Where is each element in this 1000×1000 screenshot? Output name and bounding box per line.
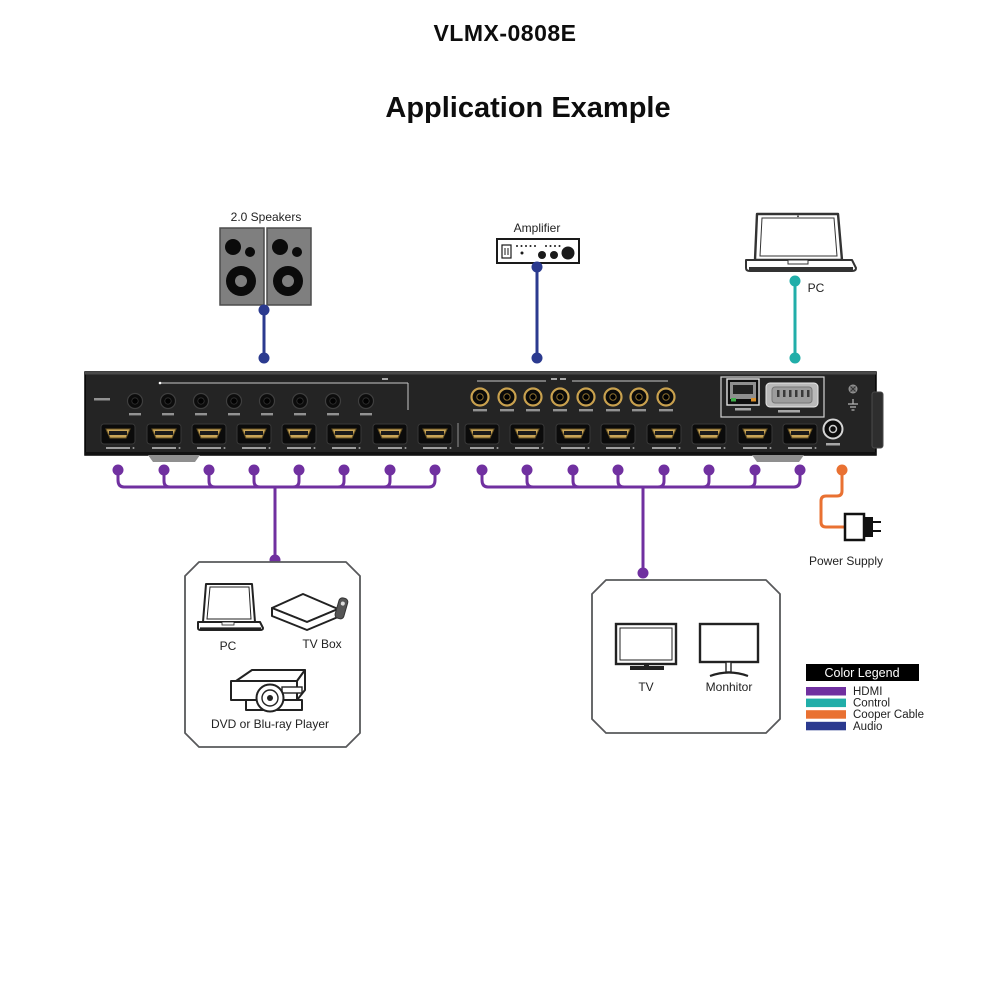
control-wire-pc [790, 276, 801, 364]
device-foot [148, 455, 200, 462]
speakers-group [220, 210, 311, 305]
legend-label-control: Control [853, 697, 891, 710]
legend-title: Color Legend [824, 666, 900, 680]
monitor-label: Monhitor [705, 680, 753, 694]
speaker-right-icon [267, 228, 311, 305]
audio-wire-speakers [259, 305, 270, 364]
mounting-ear [872, 392, 883, 448]
tv-icon [616, 624, 676, 670]
legend-label-audio: Audio [853, 720, 883, 733]
laptop-icon [746, 214, 856, 271]
color-legend [806, 664, 924, 733]
laptop-icon [198, 584, 263, 630]
dvd-label: DVD or Blu-ray Player [210, 717, 330, 731]
device-foot [752, 455, 804, 462]
source-devices-box [185, 562, 360, 747]
matrix-switcher-device [85, 372, 883, 462]
source-pc-label: PC [219, 639, 237, 653]
hdmi-output-bus [477, 465, 806, 579]
pc-top-group [746, 214, 856, 295]
tv-label: TV [638, 680, 654, 694]
display-devices-box [592, 580, 780, 733]
audio-wire-amplifier [532, 262, 543, 364]
legend-swatch-cooper [806, 710, 846, 719]
power-wire [821, 465, 848, 528]
screw-icon [849, 385, 857, 393]
legend-label-cooper: Cooper Cable [853, 709, 924, 722]
amplifier-icon [497, 239, 579, 263]
pc-top-label: PC [807, 281, 825, 295]
legend-swatch-audio [806, 722, 846, 731]
amplifier-group [497, 221, 579, 263]
speakers-label: 2.0 Speakers [230, 210, 302, 224]
hdmi-input-bus [113, 465, 441, 566]
legend-swatch-hdmi [806, 687, 846, 696]
legend-label-hdmi: HDMI [853, 686, 883, 698]
amplifier-label: Amplifier [513, 221, 561, 235]
page-title: Application Example [385, 92, 671, 124]
speaker-left-icon [220, 228, 264, 305]
power-supply-label: Power Supply [808, 554, 884, 568]
tv-box-label: TV Box [302, 637, 342, 651]
legend-swatch-control [806, 699, 846, 708]
power-plug-icon [845, 514, 881, 540]
model-title: VLMX-0808E [433, 20, 577, 46]
